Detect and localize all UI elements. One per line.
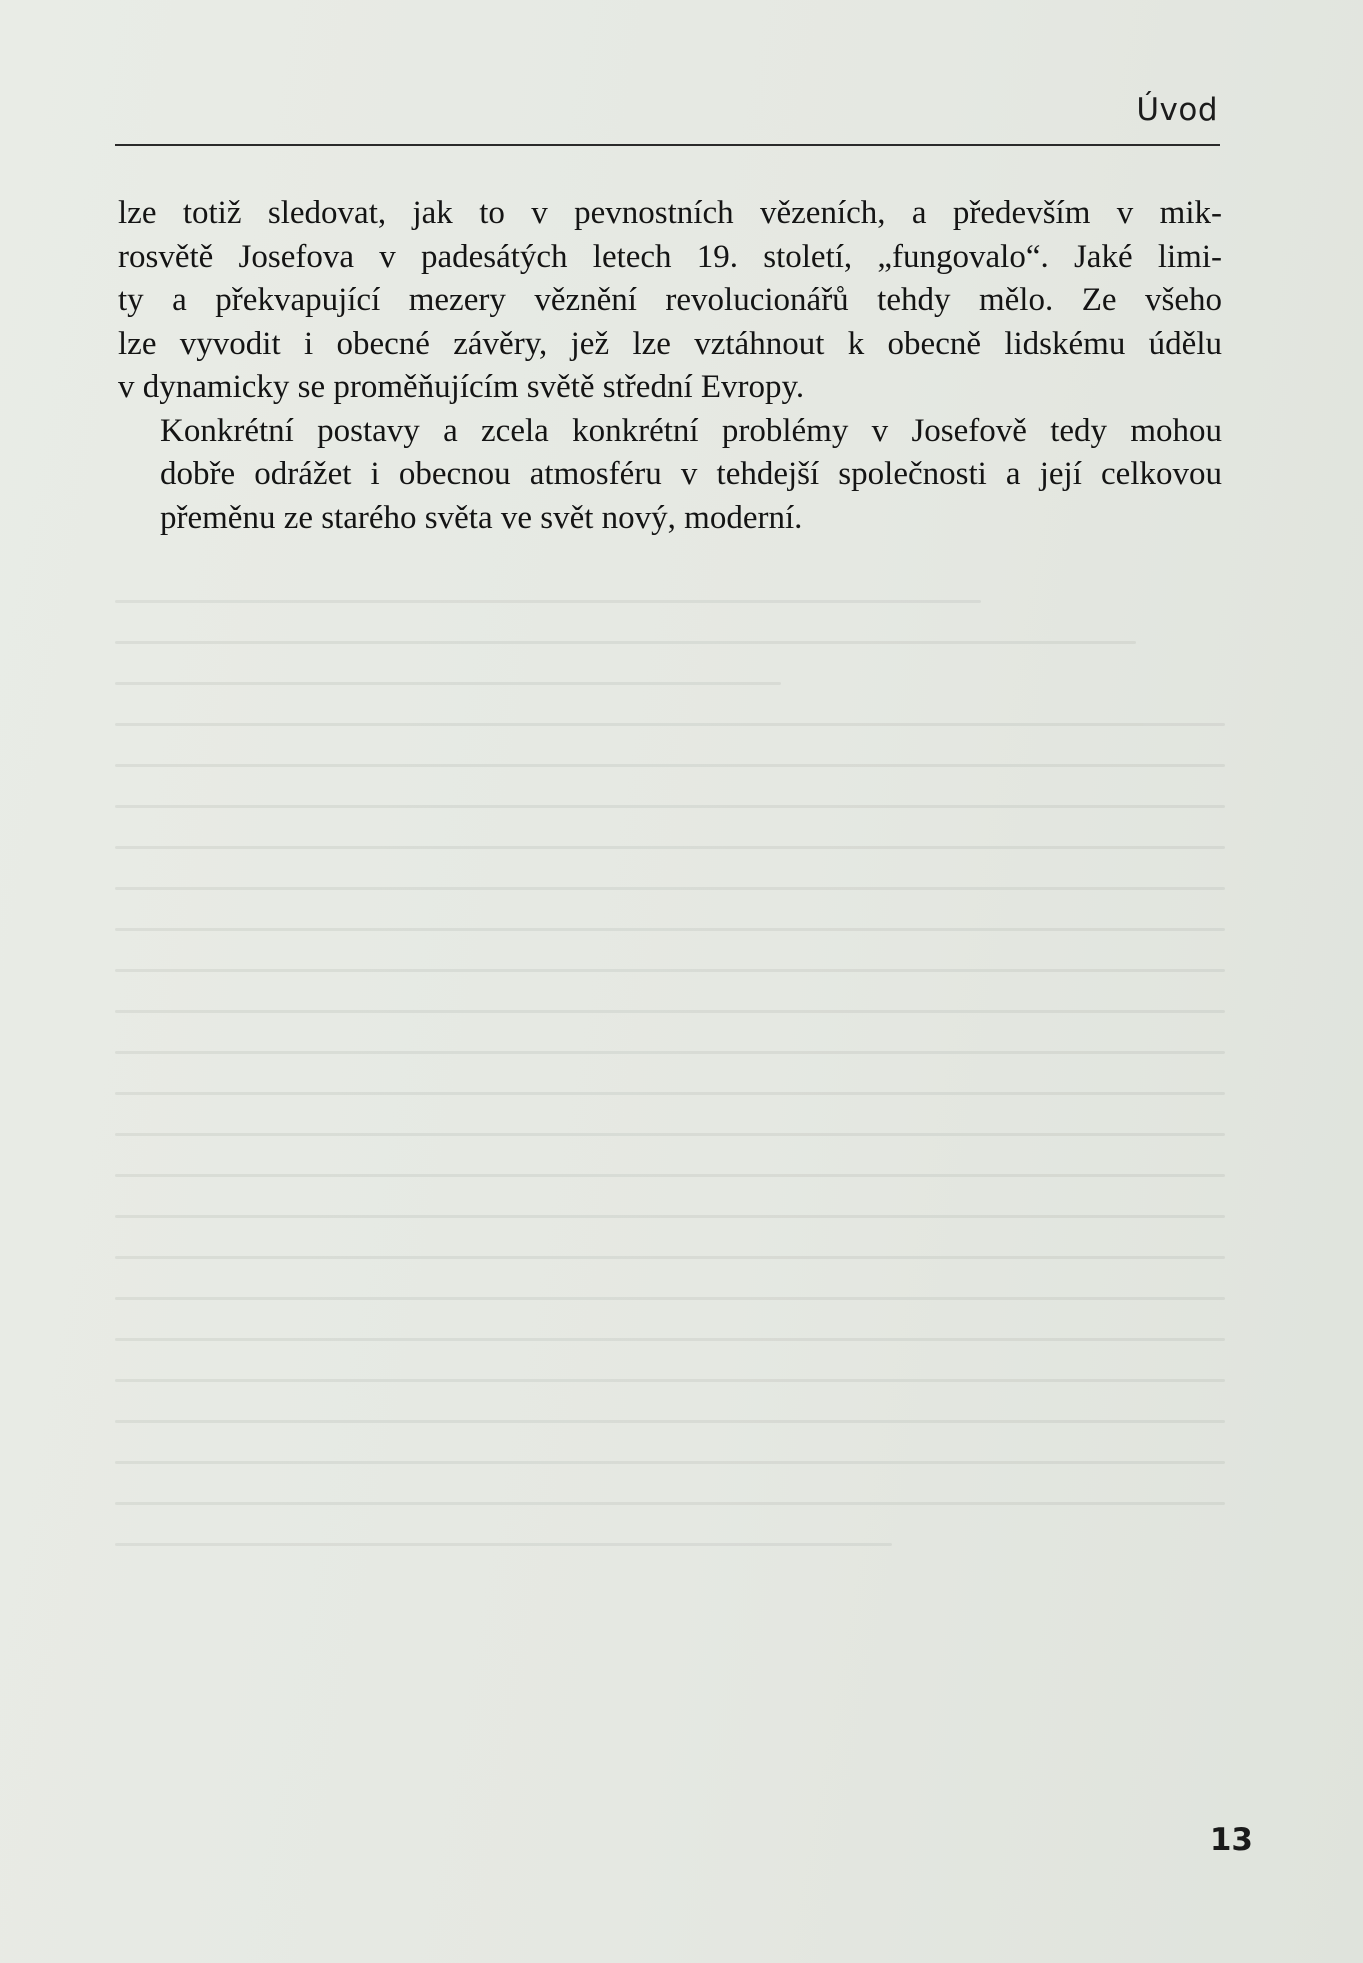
text-line: ty a překvapující mezery věznění revolucionářů tehdy mělo. Ze všeho [118, 282, 1222, 318]
text-line: dobře odrážet i obecnou atmosféru v tehdejší společnosti a její celkovou [160, 456, 1222, 492]
text-line: v dynamicky se proměňujícím světě střední Evropy. [118, 369, 805, 405]
text-line: lze totiž sledovat, jak to v pevnostních vězeních, a především v mik- [118, 195, 1222, 231]
page-number: 13 [1209, 1822, 1253, 1858]
paragraph-1 [118, 192, 1222, 410]
chapter-title: Úvod [1136, 92, 1218, 128]
text-line: Konkrétní postavy a zcela konkrétní problémy v Josefově tedy mohou [160, 412, 1222, 449]
text-line: přeměnu ze starého světa ve svět nový, moderní. [160, 499, 803, 536]
reverse-page-show-through [115, 600, 1225, 1700]
text-line: lze vyvodit i obecné závěry, jež lze vztáhnout k obecně lidskému údělu [118, 325, 1222, 362]
paragraph-2 [118, 410, 1222, 541]
running-header [115, 92, 1220, 146]
body-text [118, 192, 1222, 540]
text-line: rosvětě Josefova v padesátých letech 19. století, „fungovalo“. Jaké limi- [118, 238, 1222, 275]
